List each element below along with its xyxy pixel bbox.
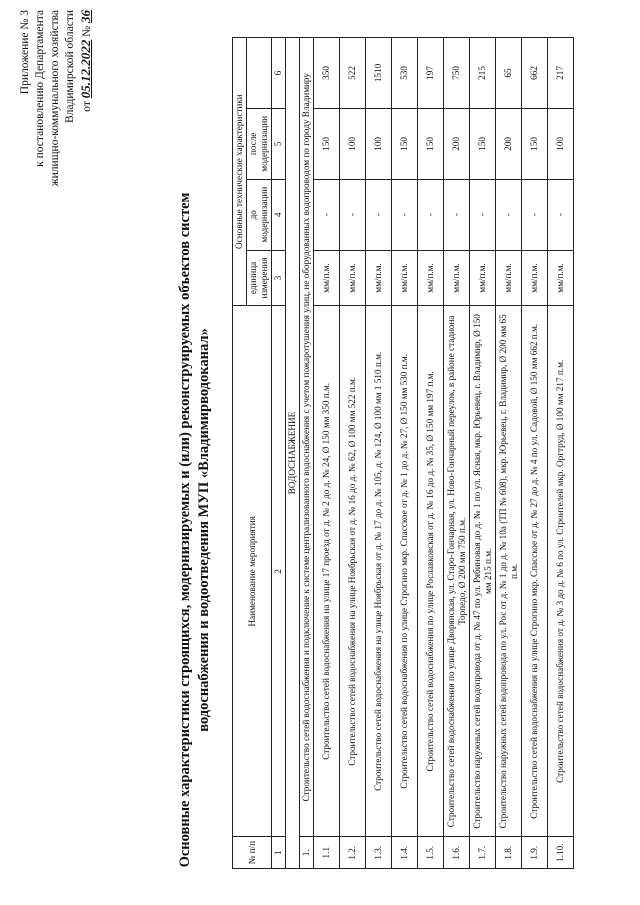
colnum-4: 4 [272,179,286,250]
document-title [176,185,214,875]
header-unit: единица измерения [247,250,272,306]
row-num: 1.9. [522,837,548,869]
header-after: после модернизации [247,108,272,179]
row-name: Строительство сетей водоснабжения на улице 17 проезд от д. № 2 до д. № 24, Ø 150 мм 350 п.м. [314,306,340,837]
group-num: 1. [300,837,314,869]
row-after-diameter: 150 [314,108,340,179]
row-after-length: 662 [522,38,548,109]
table-row [340,38,366,869]
row-before: - [366,179,392,250]
row-name: Строительство сетей водоснабжения по улице Рославковская от д. № 16 до д. № 35, Ø 150 мм 197 п.м. [418,306,444,837]
table-row [444,38,470,869]
row-num: 1.10. [548,837,574,869]
row-name: Строительство сетей водоснабжения на улице Ноябрьская от д. № 16 до д. № 62, Ø 100 мм 522 п.м. [340,306,366,837]
table-row [470,38,496,869]
table-row [314,38,340,869]
row-name: Строительство наружных сетей водопровода от д. № 47 по ул. Рябиновая до д. № 1 по ул. Ясная, мкр. Юрьевец, г. Владимир, Ø 150 мм 215 п.м. [470,306,496,837]
colnum-1: 1 [272,837,286,869]
handwritten-date: 05.12.2022 [78,39,93,99]
table-body [314,38,574,869]
row-unit: мм/п.м. [314,250,340,306]
row-num: 1.3. [366,837,392,869]
section-title: ВОДОСНАБЖЕНИЕ [286,38,300,869]
row-before: - [470,179,496,250]
row-after-length: 215 [470,38,496,109]
row-num: 1.8. [496,837,522,869]
colnum-6: 6 [272,38,286,109]
row-name: Строительство сетей водоснабжения по улице Строгино мкр. Спасское от д. № 1 до д. № 27, Ø 150 мм 530 п.м. [392,306,418,837]
title-line-2: водоснабжения и водоотведения МУП «Владимирводоканал» [196,328,212,732]
header-row-1 [233,38,247,869]
row-before: - [444,179,470,250]
row-unit: мм/п.м. [470,250,496,306]
row-unit: мм/п.м. [522,250,548,306]
row-num: 1.5. [418,837,444,869]
group-row [300,38,314,869]
row-name: Строительство наружных сетей водопровода по ул. Рос от д. № 1 до д. № 10а (ТП № 608), мкр. Юрьевец, г. Владимир, Ø 200 мм 65 п.м. [496,306,522,837]
row-unit: мм/п.м. [366,250,392,306]
row-num: 1.7. [470,837,496,869]
row-after-length: 65 [496,38,522,109]
row-after-length: 1510 [366,38,392,109]
row-after-length: 522 [340,38,366,109]
header-group: Основные технические характеристики [233,38,247,306]
row-after-diameter: 100 [366,108,392,179]
colnum-2: 2 [272,306,286,837]
handwritten-number: 36 [78,10,93,23]
row-name: Строительство сетей водоснабжения на улице Ноябрьская от д. № 17 до д. № 105, д. № 124, Ø 100 мм 1 510 п.м. [366,306,392,837]
row-after-diameter: 200 [444,108,470,179]
appendix-header [18,10,95,285]
row-before: - [418,179,444,250]
header-after-extra [247,38,272,109]
appendix-date-line [78,10,95,285]
section-row [286,38,300,869]
colnum-3: 3 [272,250,286,306]
row-unit: мм/п.м. [548,250,574,306]
row-num: 1.1 [314,837,340,869]
header-name: Наименование мероприятия [233,306,272,837]
row-unit: мм/п.м. [418,250,444,306]
row-num: 1.6. [444,837,470,869]
row-after-length: 197 [418,38,444,109]
row-name: Строительство сетей водоснабжения по улице Дворянская, ул. Старо-Гончарная, ул. Ново-Гончарный переулок, в районе стадиона Торпедо, Ø 200 мм 750 п.м. [444,306,470,837]
row-unit: мм/п.м. [496,250,522,306]
appendix-line-2: к постановлению Департамента [34,10,46,167]
table-row [366,38,392,869]
row-unit: мм/п.м. [340,250,366,306]
row-after-diameter: 150 [392,108,418,179]
table-row [522,38,548,869]
table-row [496,38,522,869]
row-before: - [496,179,522,250]
row-before: - [522,179,548,250]
row-after-length: 350 [314,38,340,109]
appendix-line-3: жилищно-коммунального хозяйства [49,10,61,187]
group-name: Строительство сетей водоснабжения и подключение к системе централизованного водоснабжения с учетом пожаротушения улиц, не оборудованных водопроводом по городу Владимиру [300,38,314,837]
title-line-1: Основные характеристики строящихся, модернизируемых и (или) реконструируемых объектов систем [177,192,193,868]
row-name: Строительство сетей водоснабжения на улице Строгино мкр. Спасское от д. № 27 до д. № 4 по ул. Садовой, Ø 150 мм 662 п.м. [522,306,548,837]
table-row [418,38,444,869]
header-num: № п/п [233,837,272,869]
row-after-diameter: 100 [548,108,574,179]
row-num: 1.2. [340,837,366,869]
row-unit: мм/п.м. [392,250,418,306]
header-before: до модернизации [247,179,272,250]
row-before: - [548,179,574,250]
appendix-line-4: Владимирской области [64,10,76,124]
row-name: Строительство сетей водоснабжения от д. № 3 до д. № 6 по ул. Строителей мкр. Оргтруд, Ø 100 мм 217 п.м. [548,306,574,837]
date-prefix: от [81,101,93,112]
row-after-diameter: 100 [340,108,366,179]
row-before: - [314,179,340,250]
row-after-diameter: 150 [522,108,548,179]
row-unit: мм/п.м. [444,250,470,306]
row-after-diameter: 200 [496,108,522,179]
row-num: 1.4. [392,837,418,869]
column-numbers-row [272,38,286,869]
row-after-diameter: 150 [418,108,444,179]
row-before: - [340,179,366,250]
number-sign: № [81,25,93,37]
table-row [548,38,574,869]
row-after-length: 217 [548,38,574,109]
row-after-length: 750 [444,38,470,109]
row-after-diameter: 150 [470,108,496,179]
appendix-line-1: Приложение № 3 [19,10,31,95]
colnum-5: 5 [272,108,286,179]
table-row [392,38,418,869]
characteristics-table [232,37,574,869]
row-before: - [392,179,418,250]
row-after-length: 530 [392,38,418,109]
